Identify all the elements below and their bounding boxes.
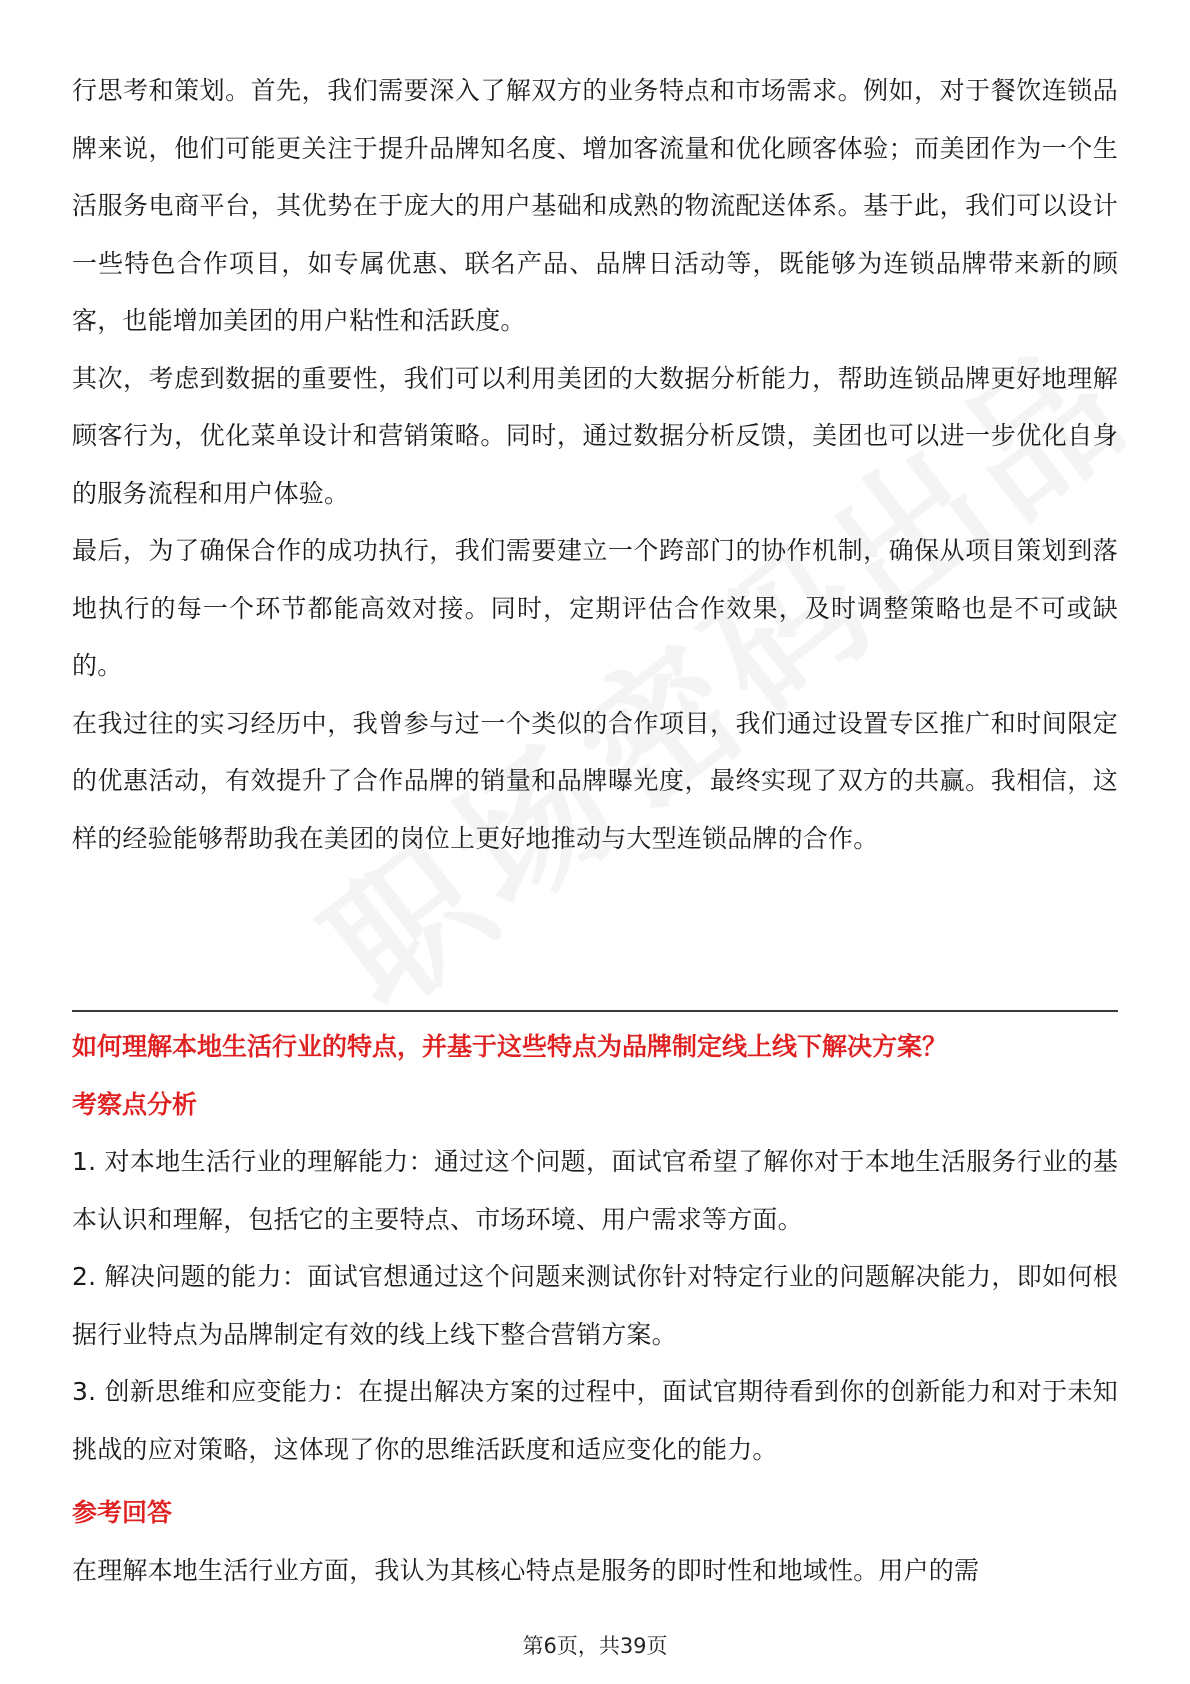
section-divider	[72, 1010, 1118, 1012]
analysis-heading: 考察点分析	[72, 1089, 198, 1119]
answer-heading: 参考回答	[72, 1498, 173, 1527]
answer-text: 在理解本地生活行业方面，我认为其核心特点是服务的即时性和地域性。用户的需	[72, 1555, 980, 1585]
analysis-item: 3. 创新思维和应变能力：在提出解决方案的过程中，面试官期待看到你的创新能力和对于未知挑战的应对策略，这体现了你的思维活跃度和适应变化的能力。	[72, 1377, 1118, 1464]
paragraph: 在我过往的实习经历中，我曾参与过一个类似的合作项目，我们通过设置专区推广和时间限定的优惠活动，有效提升了合作品牌的销量和品牌曝光度，最终实现了双方的共赢。我相信，这样的经验能够帮助我在美团的岗位上更好地推动与大型连锁品牌的合作。	[72, 708, 1118, 853]
paragraph: 最后，为了确保合作的成功执行，我们需要建立一个跨部门的协作机制，确保从项目策划到落地执行的每一个环节都能高效对接。同时，定期评估合作效果，及时调整策略也是不可或缺的。	[72, 536, 1118, 680]
analysis-item: 1. 对本地生活行业的理解能力：通过这个问题，面试官希望了解你对于本地生活服务行业的基本认识和理解，包括它的主要特点、市场环境、用户需求等方面。	[72, 1147, 1118, 1234]
paragraph: 其次，考虑到数据的重要性，我们可以利用美团的大数据分析能力，帮助连锁品牌更好地理解顾客行为，优化菜单设计和营销策略。同时，通过数据分析反馈，美团也可以进一步优化自身的服务流程和用户体验。	[72, 363, 1118, 508]
question-title: 如何理解本地生活行业的特点，并基于这些特点为品牌制定线上线下解决方案？	[72, 1032, 948, 1061]
body-text-top	[72, 62, 1118, 867]
page-number: 第6页，共39页	[522, 1634, 668, 1658]
analysis-item: 2. 解决问题的能力：面试官想通过这个问题来测试你针对特定行业的问题解决能力，即如何根据行业特点为品牌制定有效的线上线下整合营销方案。	[72, 1262, 1118, 1349]
question-section	[72, 1018, 1118, 1599]
paragraph: 行思考和策划。首先，我们需要深入了解双方的业务特点和市场需求。例如，对于餐饮连锁品牌来说，他们可能更关注于提升品牌知名度、增加客流量和优化顾客体验；而美团作为一个生活服务电商平台，其优势在于庞大的用户基础和成熟的物流配送体系。基于此，我们可以设计一些特色合作项目，如专属优惠、联名产品、品牌日活动等，既能够为连锁品牌带来新的顾客，也能增加美团的用户粘性和活跃度。	[72, 76, 1118, 335]
